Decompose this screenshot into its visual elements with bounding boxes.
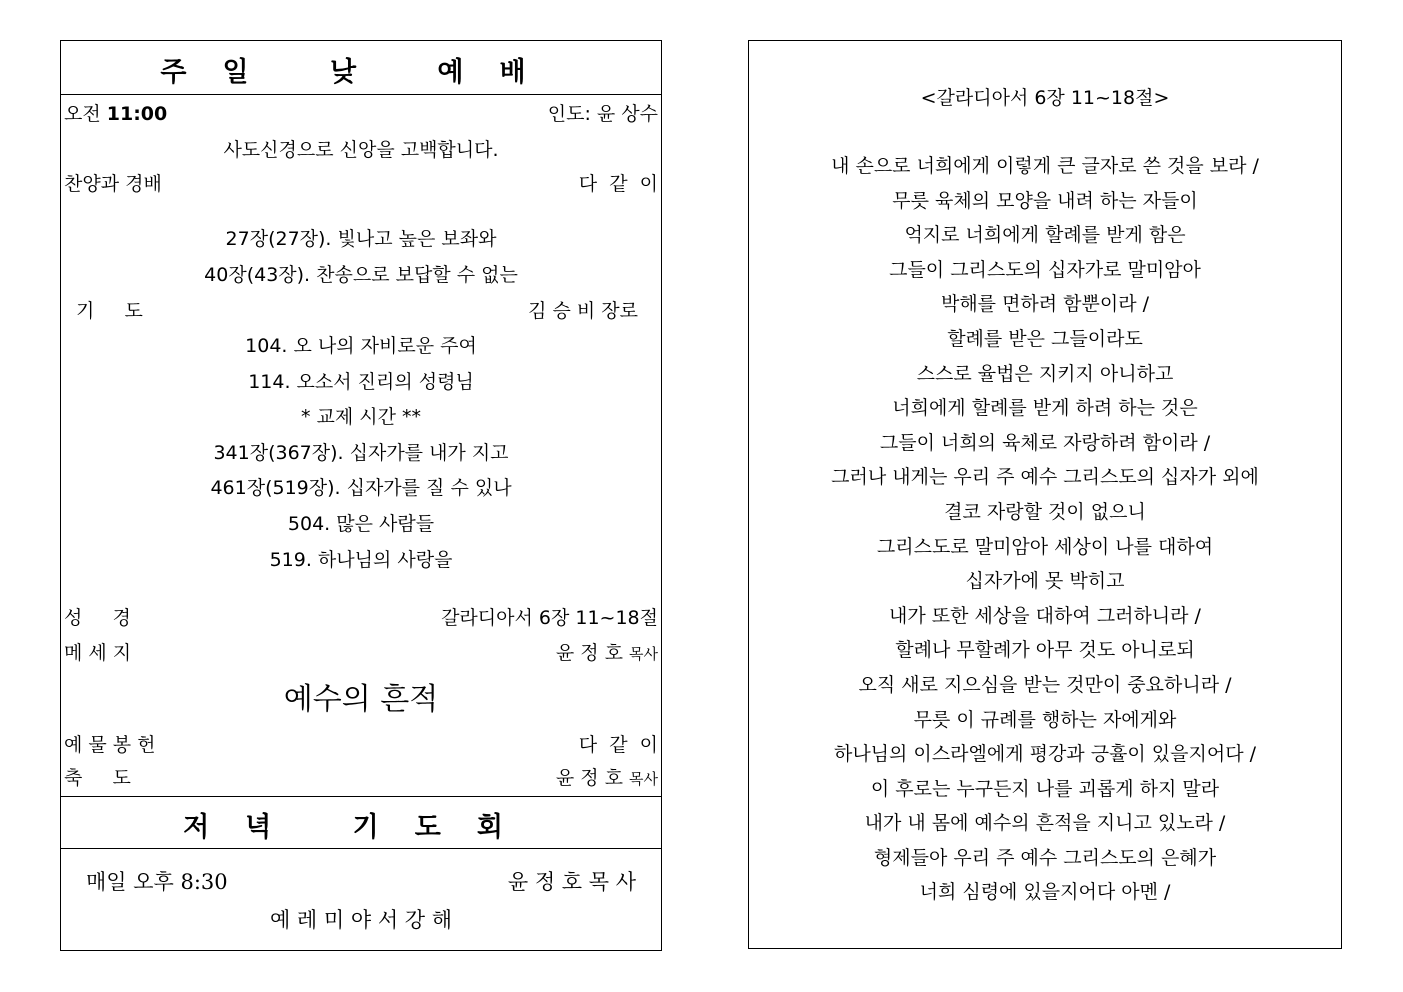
evening-title: 저녁 기도회 [183, 812, 539, 843]
verse-line: 스스로 율법은 지키지 아니하고 [916, 362, 1174, 385]
praise-value: 다 같 이 [578, 173, 658, 195]
hymn-item: 40장(43장). 찬송으로 보답할 수 없는 [204, 263, 518, 286]
scripture-row [64, 604, 658, 632]
praise-row [64, 170, 658, 198]
praise-label: 찬양과 경배 [64, 173, 162, 195]
verse-line: 십자가에 못 박히고 [965, 570, 1125, 593]
benediction-value: 윤 정 호 [555, 767, 623, 789]
divider [61, 94, 661, 95]
sermon-row [64, 680, 658, 720]
prayer-label: 기 도 [76, 300, 143, 322]
verse-line: 이 후로는 누구든지 나를 괴롭게 하지 말라 [870, 777, 1220, 800]
message-speaker-group [556, 639, 658, 668]
verse-line: 박해를 면하려 함뿐이라 / [940, 293, 1150, 316]
creed-row [64, 136, 658, 164]
time-row [64, 100, 658, 128]
verse-line: 너희에게 할례를 받게 하려 하는 것은 [892, 397, 1198, 420]
hymn-item: 104. 오 나의 자비로운 주여 [245, 335, 477, 357]
verse-line: 결코 자랑할 것이 없으니 [944, 500, 1146, 523]
verse-line: 오직 새로 지으심을 받는 것만이 중요하니라 / [858, 673, 1232, 696]
benediction-label: 축 도 [64, 767, 131, 789]
evening-leader: 윤 정 호 목 사 [507, 870, 636, 894]
hymn-list-1 [61, 222, 661, 293]
verse-line: 너희 심령에 있을지어다 아멘 / [919, 881, 1171, 904]
verse-line: 내 손으로 너희에게 이렇게 큰 글자로 쓴 것을 보라 / [831, 155, 1259, 177]
verse-line: 그리스도로 말미암아 세상이 나를 대하여 [876, 535, 1214, 558]
verse-line: 무릇 이 규례를 행하는 자에게와 [913, 708, 1177, 731]
benediction-speaker-group [556, 764, 658, 793]
benediction-row [64, 764, 658, 792]
hymn-item: 519. 하나님의 사랑을 [269, 548, 453, 571]
creed-text: 사도신경으로 신앙을 고백합니다. [223, 139, 499, 161]
message-value: 윤 정 호 [555, 642, 623, 664]
evening-time: 매일 오후 8:30 [86, 870, 228, 894]
prayer-value: 김 승 비 장로 [528, 300, 638, 322]
offering-value: 다 같 이 [578, 734, 658, 756]
verse-line: 그러나 내게는 우리 주 예수 그리스도의 십자가 외에 [831, 466, 1259, 489]
verse-line: 억지로 너희에게 할례를 받게 함은 [904, 224, 1186, 247]
verse-line: 하나님의 이스라엘에게 평강과 긍휼이 있을지어다 / [833, 743, 1257, 766]
scripture-value: 갈라디아서 6장 11~18절 [441, 607, 658, 629]
evening-study: 예 레 미 야 서 강 해 [269, 908, 453, 932]
scripture-heading: <갈라디아서 6장 11~18절> [920, 87, 1170, 109]
time-label-group [64, 100, 167, 128]
evening-study-row [64, 905, 658, 935]
verse-line: 내가 또한 세상을 대하여 그러하니라 / [889, 604, 1201, 627]
leader: 인도: 윤 상수 [547, 103, 658, 125]
verse-line: 내가 내 몸에 예수의 흔적을 지니고 있노라 / [864, 812, 1226, 835]
message-label: 메 세 지 [64, 642, 132, 664]
verse-line: 그들이 너희의 육체로 자랑하려 함이라 / [879, 431, 1211, 454]
verse-line: 형제들아 우리 주 예수 그리스도의 은혜가 [873, 846, 1217, 869]
offering-row [64, 731, 658, 759]
verse-line: 할례를 받은 그들이라도 [947, 327, 1143, 350]
divider [61, 796, 661, 797]
hymn-item: 27장(27장). 빛나고 높은 보좌와 [225, 228, 497, 250]
verse-line: 무릇 육체의 모양을 내려 하는 자들이 [892, 189, 1198, 212]
divider [61, 848, 661, 849]
scripture-panel [748, 40, 1342, 949]
scripture-label: 성 경 [64, 607, 131, 629]
hymn-item: 461장(519장). 십자가를 질 수 있나 [210, 477, 512, 500]
hymn-item: 341장(367장). 십자가를 내가 지고 [213, 441, 509, 464]
benediction-suffix: 목사 [629, 770, 658, 788]
message-suffix: 목사 [629, 645, 658, 663]
service-title: 주일 낮 예배 [160, 57, 562, 88]
prayer-row [64, 297, 658, 325]
worship-order-panel [60, 40, 662, 951]
time-label: 오전 [64, 103, 101, 125]
offering-label: 예 물 봉 헌 [64, 734, 156, 756]
evening-row [64, 867, 658, 897]
verse-line: 그들이 그리스도의 십자가로 말미암아 [889, 258, 1201, 281]
sermon-title: 예수의 흔적 [283, 682, 439, 717]
hymn-item: 504. 많은 사람들 [287, 512, 435, 535]
fellowship-time: * 교제 시간 ** [300, 406, 422, 429]
verse-line: 할례나 무할례가 아무 것도 아니로되 [895, 639, 1195, 662]
hymn-item: 114. 오소서 진리의 성령님 [248, 370, 474, 393]
time-value: 11:00 [106, 103, 168, 125]
message-row [64, 639, 658, 667]
hymn-list-2 [61, 329, 661, 578]
verse-list [749, 149, 1341, 910]
